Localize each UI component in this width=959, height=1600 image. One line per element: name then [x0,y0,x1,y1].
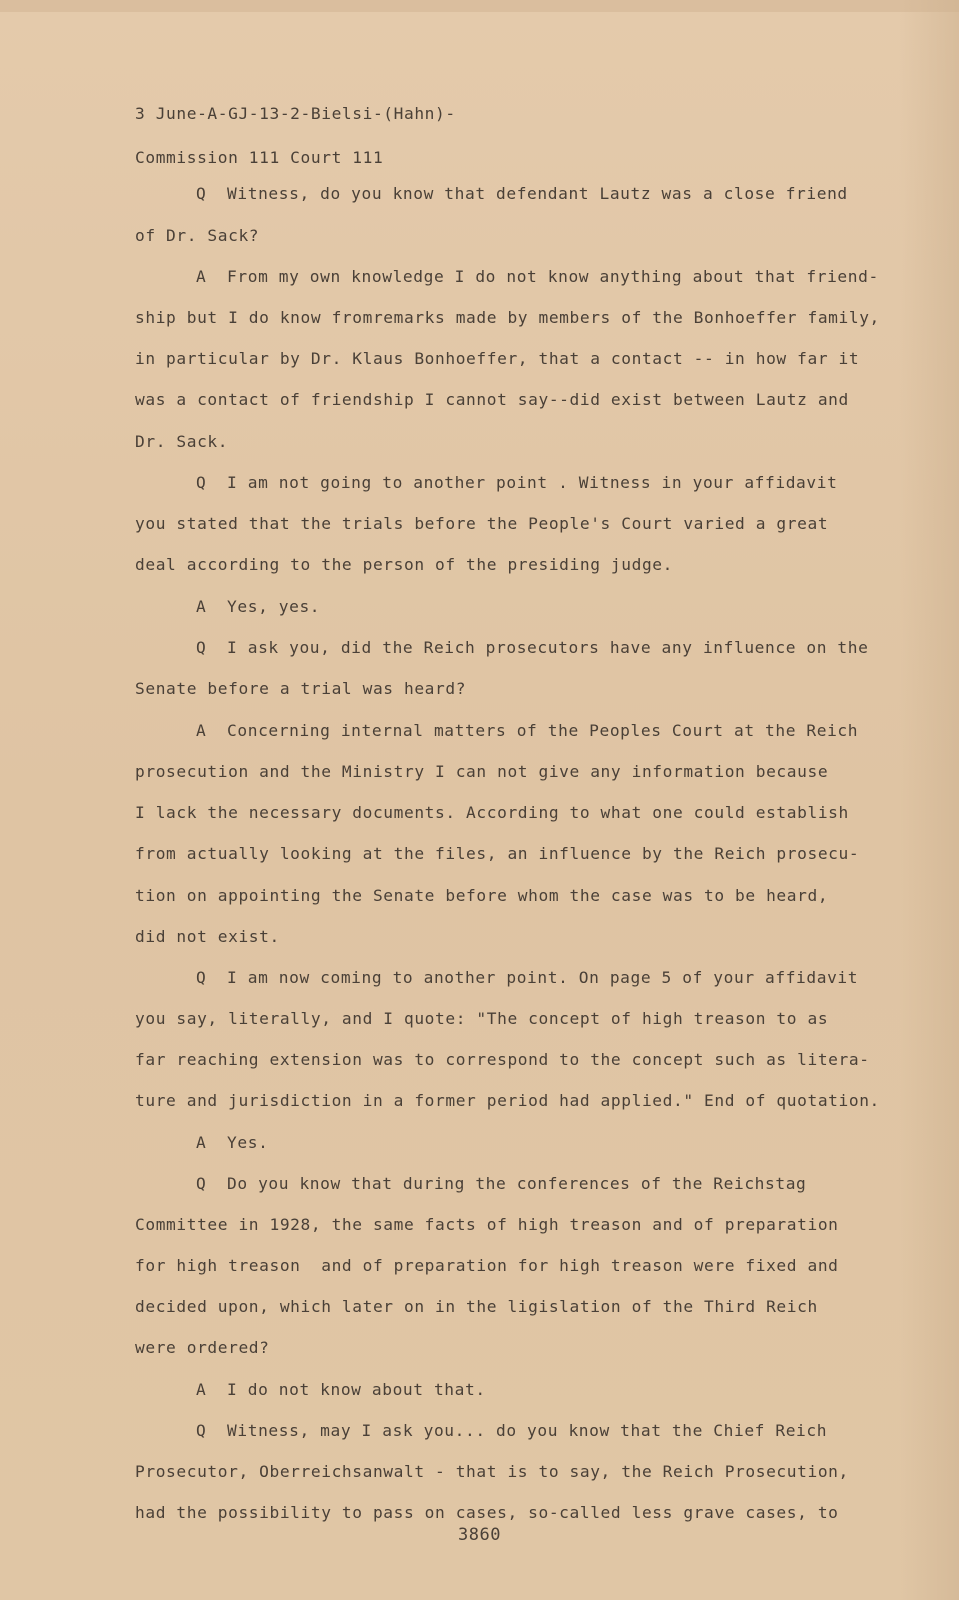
text-line: Dr. Sack. [135,432,229,451]
text-line: you say, literally, and I quote: "The concept of high treason to as [135,1009,829,1028]
text-line: ship but I do know fromremarks made by members of the Bonhoeffer family, [135,308,880,327]
text-line: tion on appointing the Senate before whom the case was to be heard, [135,886,829,905]
text-line: you stated that the trials before the People's Court varied a great [135,514,829,533]
text-line: for high treason and of preparation for high treason were fixed and [135,1256,839,1275]
text-line: A I do not know about that. [196,1380,486,1399]
text-line: A From my own knowledge I do not know anything about that friend- [196,267,879,286]
text-line: Q Witness, do you know that defendant Lautz was a close friend [196,184,848,203]
text-line: Q Witness, may I ask you... do you know that the Chief Reich [196,1421,828,1440]
text-line: ture and jurisdiction in a former period had applied." End of quotation. [135,1091,880,1110]
page-number: 3860 [458,1525,501,1545]
text-line: Q I ask you, did the Reich prosecutors have any influence on the [196,638,869,657]
text-line: did not exist. [135,927,280,946]
document-reference: 3 June-A-GJ-13-2-Bielsi-(Hahn)- [135,104,456,123]
text-line: of Dr. Sack? [135,226,260,245]
text-line: deal according to the person of the presiding judge. [135,555,673,574]
text-line: A Yes. [196,1133,269,1152]
text-line: A Yes, yes. [196,597,321,616]
text-line: A Concerning internal matters of the Peoples Court at the Reich [196,721,859,740]
text-line: had the possibility to pass on cases, so-called less grave cases, to [135,1503,839,1522]
text-line: Q I am not going to another point . Witness in your affidavit [196,473,838,492]
paper-edge-top [0,0,959,12]
text-line: Q I am now coming to another point. On page 5 of your affidavit [196,968,859,987]
text-line: decided upon, which later on in the ligislation of the Third Reich [135,1297,818,1316]
text-line: Prosecutor, Oberreichsanwalt - that is to say, the Reich Prosecution, [135,1462,849,1481]
text-line: from actually looking at the files, an influence by the Reich prosecu- [135,844,860,863]
text-line: prosecution and the Ministry I can not give any information because [135,762,829,781]
text-line: far reaching extension was to correspond to the concept such as litera- [135,1050,870,1069]
text-line: Committee in 1928, the same facts of high treason and of preparation [135,1215,839,1234]
paper-edge-right [899,0,959,1600]
text-line: Q Do you know that during the conferences of the Reichstag [196,1174,807,1193]
text-line: in particular by Dr. Klaus Bonhoeffer, that a contact -- in how far it [135,349,860,368]
text-line: was a contact of friendship I cannot say--did exist between Lautz and [135,390,849,409]
court-line: Commission 111 Court 111 [135,148,384,167]
text-line: I lack the necessary documents. According to what one could establish [135,803,849,822]
text-line: Senate before a trial was heard? [135,679,467,698]
text-line: were ordered? [135,1338,270,1357]
